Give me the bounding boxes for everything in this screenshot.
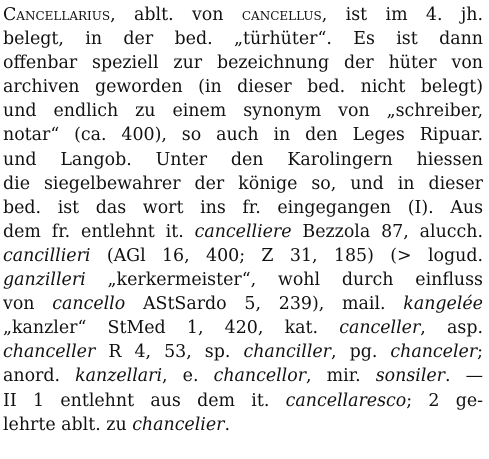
text-run: ; [477, 342, 483, 363]
text-run: und endlich zu einem synonym von „schreiber, [3, 101, 483, 122]
text-run: archiven geworden (in dieser bed. nicht belegt) [3, 77, 483, 98]
headword: Cancellarius [3, 5, 111, 25]
text-run: Bezzola 87, alucch. [291, 221, 483, 242]
italic-word: sonsiler [375, 366, 445, 387]
italic-word: cancello [52, 294, 126, 315]
text-line [3, 123, 483, 147]
italic-word: kanzellari [75, 366, 163, 387]
text-line [3, 244, 483, 268]
text-run: von [3, 294, 53, 315]
text-run: die siegelbewahrer der könige so, und in dieser [3, 173, 483, 194]
italic-word: chanceller [3, 342, 96, 363]
italic-word: cancillieri [3, 245, 91, 266]
text-run: „kerkermeister“, wohl durch einfluss [85, 270, 483, 291]
italic-word: kangelée [403, 294, 483, 315]
italic-word: chancellor [213, 366, 307, 387]
text-line [3, 220, 483, 244]
text-run: , mir. [306, 366, 376, 387]
headword: cancellus [241, 5, 322, 25]
italic-word: ganzilleri [3, 270, 86, 291]
text-run: offenbar speziell zur bezeichnung der hüter von [3, 53, 483, 74]
text-line [3, 389, 483, 413]
text-run: anord. [3, 366, 76, 387]
text-run: ; 2 ge- [406, 390, 483, 411]
text-line [3, 27, 483, 51]
italic-word: canceller [339, 318, 421, 339]
text-run: , pg. [331, 342, 391, 363]
text-run: , ablt. von [110, 5, 242, 25]
text-line [3, 413, 483, 437]
text-run: und Langob. Unter den Karolingern hiessen [3, 149, 483, 170]
italic-word: chancelier [132, 414, 225, 435]
text-run: bed. ist das wort ins fr. eingegangen (I). Aus [3, 197, 483, 218]
text-line [3, 75, 483, 99]
text-line [3, 340, 483, 364]
text-run: (AGl 16, 400; Z 31, 185) (> logud. [90, 245, 483, 266]
text-run: R 4, 53, sp. [95, 342, 244, 363]
text-run: , asp. [420, 318, 483, 339]
text-run: , e. [162, 366, 214, 387]
text-run: AStSardo 5, 239), mail. [125, 294, 404, 315]
text-run: , ist im 4. jh. [321, 5, 483, 25]
text-run: lehrte ablt. zu [3, 414, 133, 435]
text-line [3, 268, 483, 292]
text-run: II 1 entlehnt aus dem it. [3, 390, 286, 411]
text-line [3, 148, 483, 172]
text-run: „kanzler“ StMed 1, 420, kat. [3, 318, 340, 339]
text-run: belegt, in der bed. „türhüter“. Es ist dann [3, 29, 483, 50]
text-line [3, 172, 483, 196]
text-line [3, 51, 483, 75]
text-line [3, 196, 483, 220]
text-run: notar“ (ca. 400), so auch in den Leges Ripuar. [3, 125, 483, 146]
text-line [3, 364, 483, 388]
text-line [3, 292, 483, 316]
italic-word: cancellaresco [285, 390, 407, 411]
text-run: dem fr. entlehnt it. [3, 221, 195, 242]
text-run: . [224, 414, 230, 435]
text-line [3, 316, 483, 340]
text-line [3, 99, 483, 123]
text-line [3, 3, 483, 27]
text-run: . — [444, 366, 483, 387]
italic-word: chanciller [243, 342, 331, 363]
italic-word: chanceler [390, 342, 478, 363]
italic-word: cancelliere [194, 221, 292, 242]
